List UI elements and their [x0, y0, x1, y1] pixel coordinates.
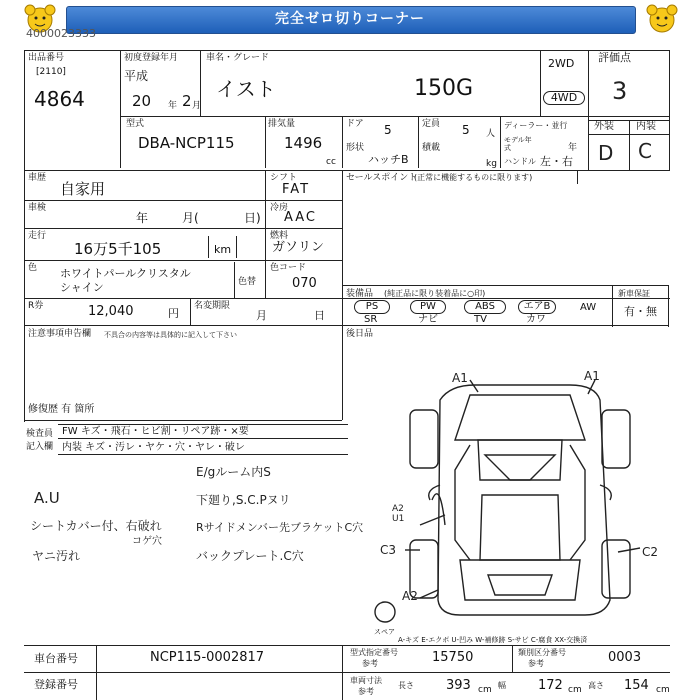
diag-a1-right: A1: [584, 369, 600, 383]
new-warranty-value: 有・無: [624, 305, 657, 318]
dims-h-unit: cm: [656, 685, 670, 695]
class-no-ref: 参考: [528, 659, 544, 668]
hw-mid-1: E/gルーム内S: [196, 465, 271, 479]
inspector-row-2: 内装 キズ・汚レ・ヤケ・穴・ヤレ・破レ: [62, 442, 245, 453]
dims-len-unit: cm: [478, 685, 492, 695]
model-year-label: モデル年式: [504, 136, 532, 152]
notes-sub: 不具合の内容等は具体的に記入して下さい: [104, 331, 237, 339]
equip-tv: TV: [474, 314, 487, 325]
drive-4wd: 4WD: [543, 91, 585, 105]
capacity-value: 5: [462, 123, 470, 137]
diag-a1-left: A1: [452, 371, 468, 385]
capacity-label: 定員: [422, 119, 441, 129]
inspection-day-unit: 日): [244, 211, 261, 225]
dims-h: 154: [624, 678, 649, 693]
diag-c3: C3: [380, 543, 397, 557]
dealer-label: ディーラー・並行: [504, 121, 568, 130]
hw-left-1: A.U: [34, 489, 60, 507]
type-no-label: 型式指定番号: [350, 648, 398, 657]
shift-label: シフト: [270, 173, 298, 183]
chassis-label: 車台番号: [34, 652, 78, 665]
dims-len-label: 長さ: [398, 681, 414, 690]
equipment-label: 装備品: [346, 289, 374, 299]
load-unit: kg: [486, 159, 497, 169]
inspector-label-2: 記入欄: [26, 442, 54, 452]
rear-seat-label: 後日品: [346, 329, 374, 339]
dims-w-unit: cm: [568, 685, 582, 695]
reg-no-label: 登録番号: [34, 678, 78, 691]
drive-2wd: 2WD: [548, 57, 575, 70]
name-label: 車名・グレード: [206, 53, 270, 63]
listing-label: 出品番号: [28, 53, 65, 63]
equip-navi: ナビ: [418, 314, 438, 325]
class-no-label: 類別区分番号: [518, 648, 566, 657]
color-code: 070: [292, 276, 317, 291]
handle-value: 左・右: [540, 155, 573, 168]
hw-mid-3: Rサイドメンバー先ブラケットC穴: [196, 521, 364, 534]
hw-left-2: シートカバー付、右破れ: [30, 519, 162, 533]
recycle-value: 12,040: [88, 304, 134, 319]
car-grade: 150G: [414, 76, 474, 101]
shape-label: 形状: [346, 143, 365, 153]
rating-ext-label: 外装: [594, 121, 614, 132]
doors-label: ドア: [346, 119, 364, 129]
equip-leather: カワ: [526, 314, 546, 325]
fuel-value: ガソリン: [272, 240, 325, 255]
shift-value: FAT: [282, 182, 311, 197]
equip-aw: AW: [580, 302, 597, 313]
first-reg-label: 初度登録年月: [124, 53, 179, 63]
history-label: 車歴: [28, 173, 47, 183]
equip-abs: ABS: [464, 300, 506, 314]
diag-a2u1: A2 U1: [392, 504, 405, 524]
listing-number: 4864: [34, 87, 85, 111]
color-value-1: ホワイトパールクリスタル: [60, 267, 191, 280]
dims-label: 車両寸法: [350, 676, 382, 685]
inspector-row-1: FW キズ・飛石・ヒビ割・リペア跡・×要: [62, 426, 249, 437]
repair-label: 修復歴 有 箇所: [28, 404, 95, 415]
first-reg-year: 20: [132, 92, 152, 110]
equip-ps: PS: [354, 300, 390, 314]
dims-w-label: 幅: [498, 681, 506, 690]
type-no-value: 15750: [432, 650, 474, 665]
new-warranty-label: 新車保証: [618, 289, 650, 298]
listing-code: [2110]: [36, 67, 66, 77]
fuel-label: 燃料: [270, 231, 289, 241]
hw-left-3: コゲ穴: [132, 536, 162, 547]
rating-value: 3: [612, 77, 628, 105]
inspection-year-unit: 年: [136, 211, 149, 225]
model-label: 型式: [126, 119, 145, 129]
sales-point-note: (正常に機能するものに限ります): [414, 173, 533, 182]
hw-left-4: ヤニ汚れ: [32, 549, 81, 563]
equip-pw: PW: [410, 300, 446, 314]
chassis-value: NCP115-0002817: [150, 650, 265, 665]
dims-len: 393: [446, 678, 471, 693]
history-value: 自家用: [60, 180, 106, 198]
first-reg-month-unit: 月: [192, 101, 202, 111]
banner-title: 完全ゼロ切りコーナー: [275, 11, 425, 27]
color-value-2: シャイン: [60, 281, 104, 294]
color-label: 色: [28, 263, 38, 273]
color-num-label: 色替: [238, 277, 257, 287]
inspector-label-1: 検査員: [26, 429, 54, 439]
capacity-unit: 人: [486, 129, 496, 139]
model-value: DBA-NCP115: [138, 134, 235, 152]
type-no-ref: 参考: [362, 659, 378, 668]
displacement-value: 1496: [284, 134, 323, 152]
hw-mid-2: 下廻り,S.C.Pヌリ: [196, 493, 291, 507]
rating-label: 評価点: [598, 51, 631, 64]
grid-line: [512, 645, 513, 672]
dims-ref: 参考: [358, 687, 374, 696]
diag-c2: C2: [642, 545, 659, 559]
ac-value: AAC: [284, 210, 317, 225]
first-reg-year-unit: 年: [168, 101, 178, 111]
displacement-unit: cc: [326, 157, 336, 167]
class-no-value: 0003: [608, 650, 642, 665]
car-name: イスト: [216, 77, 276, 101]
diag-a2: A2: [402, 589, 418, 603]
ac-label: 冷房: [270, 203, 289, 213]
inspection-month-unit: 月(: [182, 211, 199, 225]
top-strip: 4000023333: [26, 27, 96, 40]
notes-label: 注意事項申告欄: [28, 329, 92, 339]
doors-value: 5: [384, 123, 392, 137]
rating-int: C: [638, 139, 652, 163]
handle-label: ハンドル: [504, 157, 536, 166]
color-code-label: 色コード: [270, 263, 307, 273]
load-label: 積載: [422, 143, 441, 153]
mileage-unit: km: [214, 243, 232, 256]
dims-h-label: 高さ: [588, 681, 604, 690]
dims-w: 172: [538, 678, 563, 693]
model-year-unit: 年: [568, 143, 578, 153]
deadline-day: 日: [314, 309, 325, 322]
inspection-label: 車検: [28, 203, 47, 213]
damage-legend: A-キズ E-エクボ U-凹み W-補修跡 S-サビ C-腐食 XX-交換済: [398, 636, 588, 644]
hw-mid-4: バックプレート.C穴: [196, 549, 304, 563]
recycle-unit: 円: [168, 307, 179, 320]
deadline-label: 名変期限: [194, 301, 231, 311]
first-reg-month: 2: [182, 92, 192, 110]
diag-spare: スペア: [374, 628, 395, 636]
rating-ext: D: [598, 141, 614, 165]
equip-sr: SR: [364, 314, 378, 325]
shape-value: ハッチB: [368, 153, 409, 166]
sales-point-label: セールスポイント: [346, 173, 418, 183]
first-reg-era: 平成: [124, 69, 149, 83]
recycle-label: R券: [28, 301, 44, 311]
equipment-note: (純正品に限り装着品に○印): [384, 289, 486, 298]
equip-airbag: エアB: [518, 300, 556, 314]
displacement-label: 排気量: [268, 119, 296, 129]
rating-int-label: 内装: [636, 121, 656, 132]
mileage-label: 走行: [28, 231, 47, 241]
deadline-month: 月: [256, 309, 267, 322]
mileage-value: 16万5千105: [74, 240, 162, 258]
